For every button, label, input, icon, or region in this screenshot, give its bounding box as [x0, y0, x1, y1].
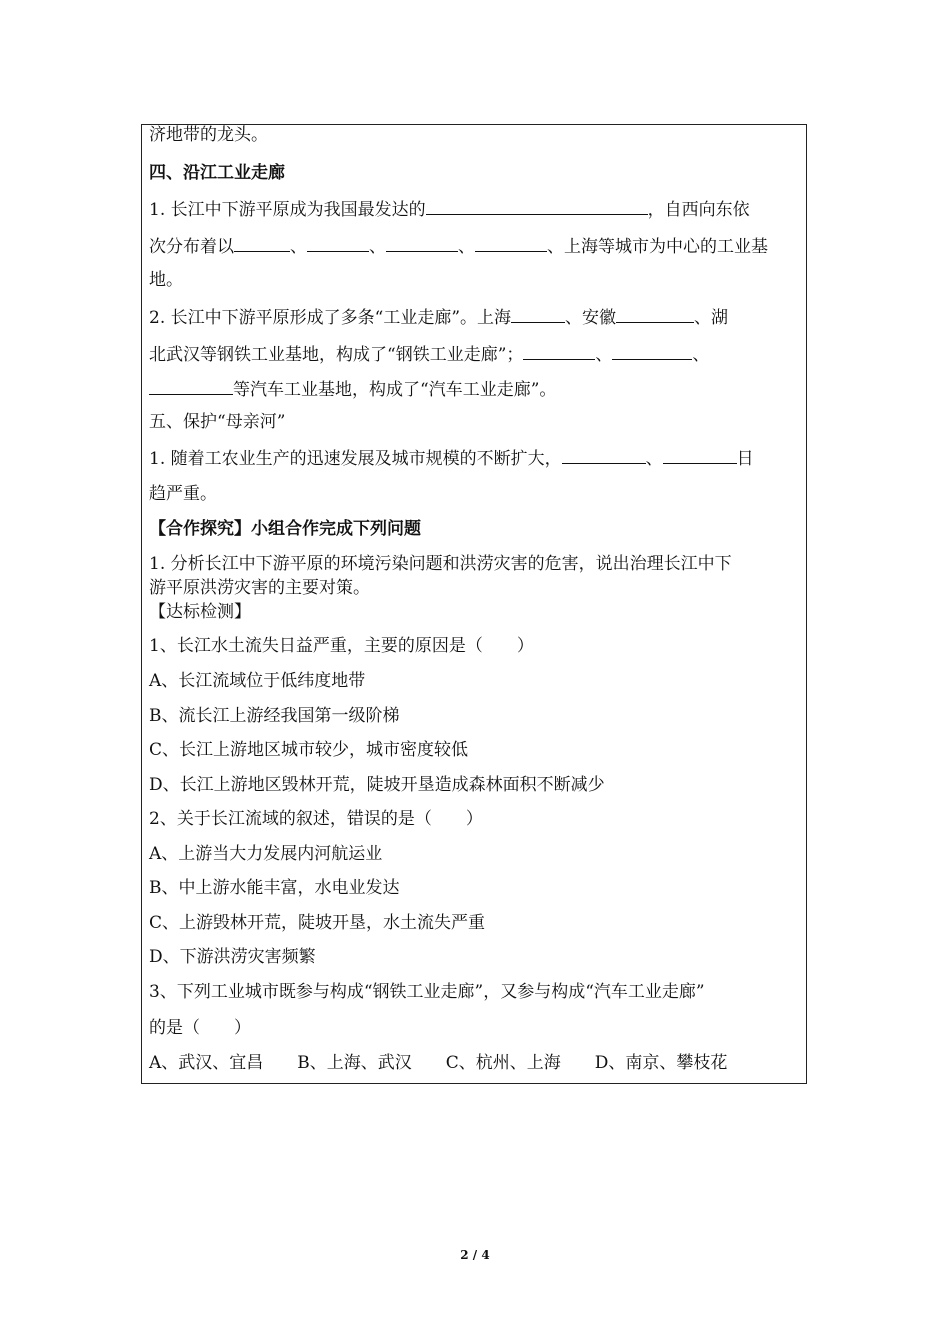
option-row[interactable]: A、武汉、宜昌 B、上海、武汉 C、杭州、上海 D、南京、攀枝花 [149, 1053, 728, 1073]
answer-blank[interactable] [386, 233, 458, 252]
answer-blank[interactable] [523, 341, 595, 360]
text-line: 北武汉等钢铁工业基地，构成了“钢铁工业走廊”； 、 、 [149, 341, 709, 367]
text-line: 济地带的龙头。 [149, 125, 268, 145]
option[interactable]: B、流长江上游经我国第一级阶梯 [149, 706, 400, 726]
text-line: 1. 随着工农业生产的迅速发展及城市规模的不断扩大， 、 日 [149, 445, 754, 471]
option[interactable]: A、长江流域位于低纬度地带 [149, 671, 366, 691]
text-line: 游平原洪涝灾害的主要对策。 [149, 578, 370, 598]
option[interactable]: D、长江上游地区毁林开荒，陡坡开垦造成森林面积不断减少 [149, 775, 605, 795]
text-line: 趋严重。 [149, 484, 217, 504]
section-heading: 五、保护“母亲河” [149, 412, 286, 432]
text-line: 次分布着以 、 、 、 、上海等城市为中心的工业基 [149, 233, 768, 259]
answer-blank[interactable] [616, 304, 694, 323]
option[interactable]: B、中上游水能丰富，水电业发达 [149, 878, 400, 898]
answer-blank[interactable] [511, 304, 565, 323]
answer-blank[interactable] [149, 376, 233, 395]
text-line: 2. 长江中下游平原形成了多条“工业走廊”。上海 、安徽 、湖 [149, 304, 728, 330]
option[interactable]: C、长江上游地区城市较少，城市密度较低 [149, 740, 469, 760]
text-line: 地。 [149, 270, 183, 290]
question: 的是（ ） [149, 1018, 251, 1038]
answer-blank[interactable] [426, 196, 648, 215]
answer-blank[interactable] [234, 233, 290, 252]
text-line: 等汽车工业基地，构成了“汽车工业走廊”。 [149, 376, 556, 402]
answer-blank[interactable] [475, 233, 547, 252]
answer-blank[interactable] [307, 233, 369, 252]
text-line: 1. 分析长江中下游平原的环境污染问题和洪涝灾害的危害，说出治理长江中下 [149, 554, 732, 574]
answer-blank[interactable] [612, 341, 692, 360]
question: 1、长江水土流失日益严重，主要的原因是（ ） [149, 636, 534, 656]
option[interactable]: C、上游毁林开荒，陡坡开垦，水土流失严重 [149, 913, 486, 933]
option[interactable]: D、下游洪涝灾害频繁 [149, 947, 316, 967]
option[interactable]: A、上游当大力发展内河航运业 [149, 844, 383, 864]
answer-blank[interactable] [562, 445, 646, 464]
text-line: 1. 长江中下游平原成为我国最发达的 ，自西向东依 [149, 196, 750, 222]
question: 3、下列工业城市既参与构成“钢铁工业走廊”，又参与构成“汽车工业走廊” [149, 982, 705, 1002]
section-heading: 四、沿江工业走廊 [149, 163, 285, 183]
page-number: 2 / 4 [460, 1248, 490, 1262]
section-heading: 【达标检测】 [149, 602, 251, 622]
answer-blank[interactable] [663, 445, 737, 464]
question: 2、关于长江流域的叙述，错误的是（ ） [149, 809, 483, 829]
section-heading: 【合作探究】小组合作完成下列问题 [149, 519, 421, 539]
